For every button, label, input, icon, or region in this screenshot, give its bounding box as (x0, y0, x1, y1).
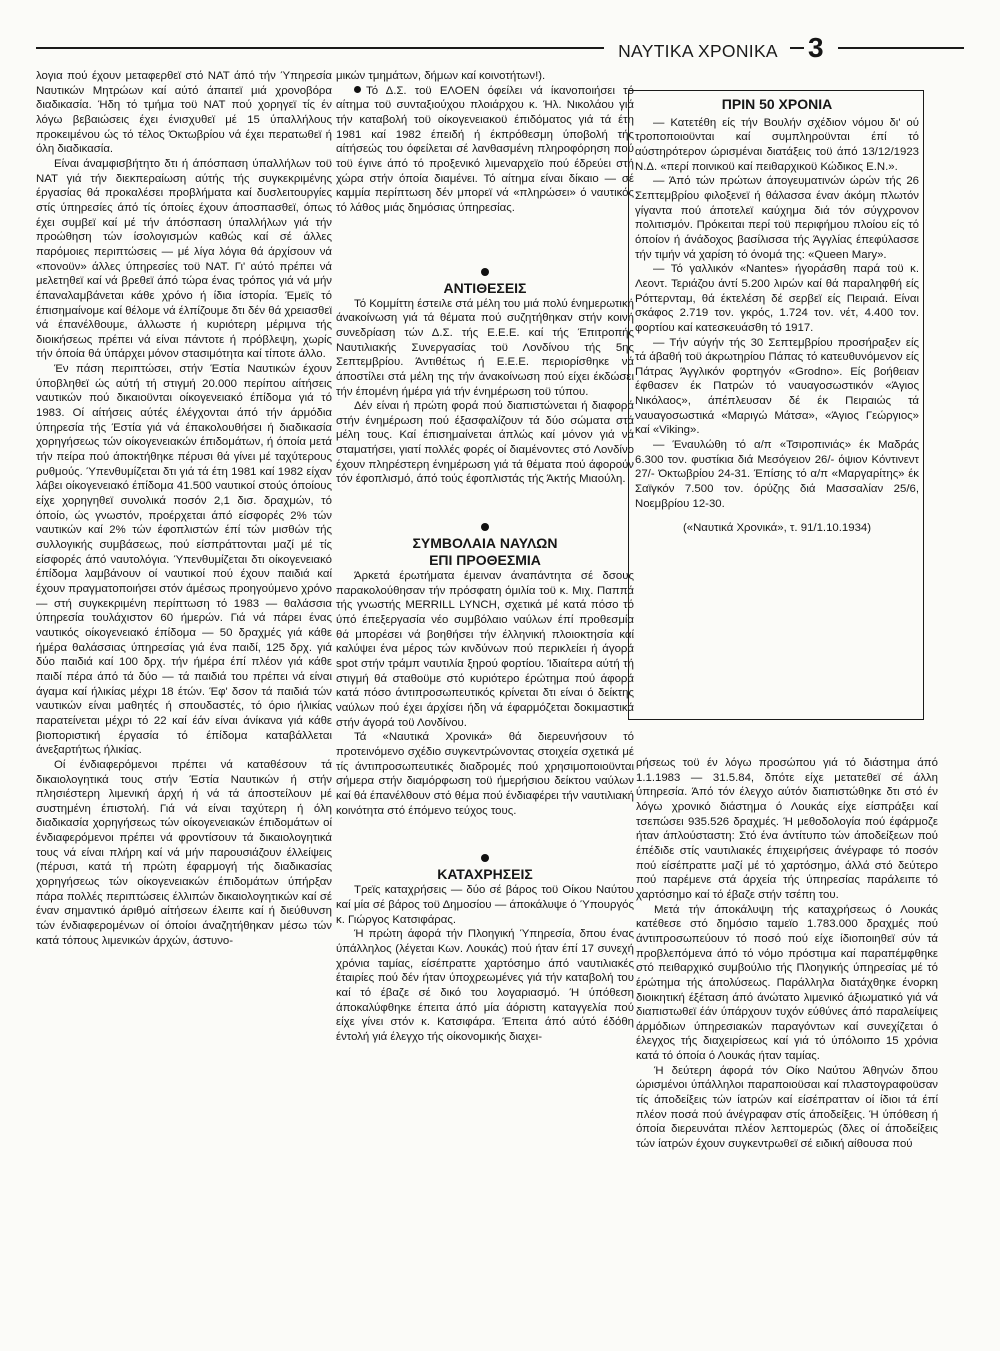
katachriseis-paragraph-2: Ή πρώτη άφορά τήν Πλοηγική Ύπηρεσία, δπου ένας ύπάλληλος (λέγεται Κων. Λουκάς) πού ήταν έπί 17 συνεχή χρόνια ταμίας, είσέπραττε χαρτόσημο άπό ναυτιλιακές έταιρίες πού δέν ήταν ύποχρεωμένες γιά τήν καταβολή του καί τό έβαζε σέ δικό του λογαριασμό. Ή ύπόθεση άποκαλύφθηκε έπειτα άπό μία άόριστη καταγγελία πού είχε γίνει στόν κ. Κατσιφάρα. Έπειτα άπό αύτό έδόθη έντολή γιά έλεγχο τής οίκονομικής διαχει- (336, 928, 634, 1043)
section-bullet-icon (481, 268, 489, 276)
section-title-symvolaia-line-2: ΕΠΙ ΠΡΟΘΕΣΜΙΑ (429, 552, 541, 569)
box-item-3: — Τό γαλλικόν «Nantes» ήγοράσθη παρά τοϋ κ. Λεοντ. Τεριάζου άντί 5.200 λιρών καί θά παραληφθή είς Ρόττερνταμ, θά έκτελέση δέ σερβεϊ είς Πειραιά. Είναι σκάφος 2.719 τον. γκρός, 1.724 τον. νέτ, 4.400 τον. φορτίου καί κατεσκευάσθη τό 1917. (635, 263, 919, 334)
col2-paragraph-1: μικών τμημάτων, δήμων καί κοινοτήτων!). (336, 70, 546, 82)
box-item-5: — Έναυλώθη τό α/π «Τσιροπινιάς» έκ Μαδράς 6.300 τον. φυστίκια διά Μεσόγειον 26/- όψιον Κόντινεντ 27/- Όκτωβρίου 24-31. Έπίσης τό α/π «Μαργαρίτης» έκ Σαϊγκόν 7.500 τον. όρύζης διά Μασσαλίαν 25/6, Νοεμβρίου 12-30. (635, 439, 919, 510)
col1-paragraph-1: λογια πού έχουν μεταφερθεϊ στό ΝΑΤ άπό τήν Ύπηρεσία Ναυτικών Μητρώων καί αύτό άπαιτεϊ μιά χρονοβόρα διαδικασία. Ήδη τό τμήμα τοϋ ΝΑΤ πού χορηγεϊ τίς έν λόγω βεβαιώσεις έχει ένισχυθεϊ μέ 15 ύπαλλήλους προκειμένου ώς τό τέλος Όκτωβρίου νά έχει περατωθεϊ ή όλη διαδικασία. (36, 70, 332, 156)
col3-paragraph-2: Μετά τήν άποκάλυψη τής καταχρήσεως ό Λουκάς κατέθεσε στό δημόσιο ταμεϊο 1.783.000 δραχμές πού άντιπροσωπεύουν τό ποσό πού είχε ίδιοποιηθεϊ σύν τά προβλεπόμενα άπό τό νόμο πρόστιμα καί παραπέμφθηκε στό πειθαρχικό συμβούλιο τής Πλοηγικής ύπηρεσίας μέ τό έρώτημα τής άπολύσεως. Παράλληλα διατάχθηκε ένορκη διοικητική έξέταση άπό άνώτατο λιμενικό άξιωματικό γιά νά διαπιστωθεϊ έάν ύπάρχουν τυχόν εύθύνες άπό παραλείψεις άρμόδιων ύπηρεσιακών παραγόντων καί συνεχίζεται ό έλεγχος τής διαχειρίσεως καί γιά τό ύπόλοιπο 15 χρόνια κατά τό όποία ό Λουκάς ήταν ταμίας. (636, 903, 938, 1063)
col1-paragraph-2: Είναι άναμφισβήτητο δτι ή άπόσπαση ύπαλλήλων τοϋ ΝΑΤ γιά τήν διεκπεραίωση αύτής τής συγκεκριμένης έργασίας θά προκαλέσει προβλήματα καί δυσλειτουργίες στίς ύπηρεσίες άπό τίς όποίες έχουν άποσπασθεϊ, όπως έχει συμβεϊ καί μέ τήν άπόσπαση ύπαλλήλων γιά τήν προώθηση τών ίσολογισμών καθώς καί σέ άλλες παρόμοιες περιπτώσεις — μέ λίγα λόγια θά άρχίσουν νά «πονοϋν» άλλες ύπηρεσίες τοϋ ΝΑΤ. Γι' αύτό πρέπει νά μελετηθεϊ καί νά βρεθεϊ άπό τώρα ένας τρόπος γιά νά μήν έπαναλαμβάνεται κάθε χρόνο ή ίδια ίστορία. Έμεϊς τό έπισημαίνομε καί θέλομε νά έλπίζουμε δτι δέν θά χρειασθεϊ νά έπανέλθουμε, άλλωστε ή κυριότερη μέριμνα τής διοικήσεως πρέπει νά είναι πάντοτε ή πρόβλεψη, χωρίς τήν όποία θά ύπάρχει μόνον στασιμότητα καί τίποτε άλλο. (36, 157, 332, 361)
col2-paragraph-2 (336, 84, 634, 216)
header-rule-left (36, 47, 604, 49)
section-title-symvolaia-line-1: ΣΥΜΒΟΛΑΙΑ ΝΑΥΛΩΝ (412, 535, 558, 552)
box-source: («Ναυτικά Χρονικά», τ. 91/1.10.1934) (682, 522, 872, 535)
symvolaia-paragraph-1: Άρκετά έρωτήματα έμειναν άναπάντητα σέ δσους παρακολούθησαν τήν πρόσφατη όμιλία τοϋ κ. Μιχ. Παππά τής γνωστής MERRILL LYNCH, σχετικά μέ κατά πόσο τό ύπό έπεξεργασία νέο συμβόλαιο ναύλων έπί προθεσμία θά μπορέσει νά βοηθήσει τήν έλληνική πλοιοκτησία καί καλύψει ένα μέρος τών κινδύνων πού περικλείει ή άγορά spot στήν τράμπ ναυτιλία ξηρού φορτίου. Ίδιαίτερα αύτή τή στιγμή θά σταθοϋμε στό κυριότερο έρώτημα πού άφορά κατά πόσο άντιπροσωπευτικός κρίνεται δτι είναι ό δείκτης ναύλων πού έχει άρχίσει ήδη νά έφαρμόζεται δοκιμαστικά στήν άγορά τοϋ Λονδίνου. (336, 570, 634, 729)
col3-paragraph-1: ρήσεως τοϋ έν λόγω προσώπου γιά τό διάστημα άπό 1.1.1983 — 31.5.84, δπότε είχε μετατεθεϊ σέ άλλη ύπηρεσία. Άπό τόν έλεγχο αύτόν διαπιστώθηκε δτι στό έν λόγω χρονικό διάστημα ό Λουκάς είχε είσπράξει καί τσεπώσει 935.526 δραχμές. Ή μεθοδολογία πού έφάρμοζε ήταν άπλούσταστη: Στό ένα άντίτυπο τών άποδείξεων πού έπέδιδε στίς ναυτιλιακές έπιχειρήσεις άνέγραφε τό ποσόν πού είσέπραττε μαζί μέ τό χαρτόσημο, άλλά στό δεύτερο πού παρέμενε στά άρχεία τής ύπηρεσίας παράλειπε τό χαρτόσημο καί τό έβαζε στήν τσέπη του. (636, 757, 938, 901)
column-2 (336, 69, 634, 1341)
column-3 (636, 756, 938, 1342)
box-title: ΠΡΙΝ 50 ΧΡΟΝΙΑ (721, 96, 833, 112)
box-item-2: — Άπό τών πρώτων άπογευματινών ώρών τής 26 Σεπτεμβρίου φιλοξενεϊ ή θάλασσα έναν άκόμη πλωτόν γίγαντα πού άποτελεϊ καύχημα διά τόν σύγχρονον πολιτισμόν. Πρόκειται περί τοϋ περιφήμου πλοίου είς τό όποίον ή άνάδοχος βασίλισσα τής Άγγλίας έπεφύλασσε τήν τιμήν νά χαρίση τό όνομά της: «Queen Mary». (635, 175, 919, 261)
section-bullet-icon (481, 854, 489, 862)
header-rule-mid (790, 47, 804, 49)
section-spacer (336, 487, 634, 523)
header-rule-right (838, 47, 964, 49)
katachriseis-paragraph-1: Τρεϊς καταχρήσεις — δύο σέ βάρος τοϋ Οίκου Ναύτου καί μία σέ βάρος τοϋ Δημοσίου — άποκάλυψε ό Ύπουργός κ. Γιώργος Κατσιφάρας. (336, 884, 634, 926)
section-title-katachriseis: ΚΑΤΑΧΡΗΣΕΙΣ (437, 866, 533, 883)
section-title-antitheseis: ΑΝΤΙΘΕΣΕΙΣ (443, 279, 527, 296)
box-item-4: — Τήν αύγήν τής 30 Σεπτεμβρίου προσήραξεν είς τά άβαθή τοϋ άκρωτηρίου Πάπας τό κατευθυνόμενον είς Πάτρας Άγγλικόν φορτηγόν «Grodno». Είς βοήθειαν έφθασεν έκ Πατρών τό ναυαγοσωστικόν «Άγιος Νικόλαος», άπέπλευσαν δέ έκ Πειραιώς τά ναυαγοσωστικά «Μαριγώ Μάτσα», «Άγιος Γεώργιος» καί «Viking». (635, 336, 919, 437)
section-spacer (336, 216, 634, 268)
section-bullet-icon (481, 523, 489, 531)
column-1 (36, 69, 332, 1341)
antitheseis-paragraph-1: Τό Κομμίττη έστειλε στά μέλη του μιά πολύ ένημερωτική άνακοίνωση γιά τά θέματα πού συζητήθηκαν στήν κοινή συνεδρίαση τών Δ.Σ. τής Ε.Ε.Ε. καί τής Έπιτροπής Ναυτιλιακής Συνεργασίας τοϋ Λονδίνου τής 5ης Σεπτεμβρίου. Άντιθέτως ή Ε.Ε.Ε. περιορίσθηκε νά άποστίλει στά μέλη της τήν άνακοίνωση πού είχει έκδώσει τήν έπομένη ήμέρα γιά τήν ένημέρωση τοϋ τύπου. (336, 297, 634, 398)
section-spacer (336, 818, 634, 854)
symvolaia-paragraph-2: Τά «Ναυτικά Χρονικά» θά διερευνήσουν τό προτεινόμενο σχέδιο συγκεντρώνοντας στοιχεία σχετικά μέ τίς άντιπροσωπευτικές διαδρομές πού χρησιμοποιοϋνται σήμερα στήν διαμόρφωση τοϋ ήμερήσιου δείκτου ναύλων καί θά έπανέλθουν στό θέμα πού ένδιαφέρει τήν ναυτιλιακή κοινότητα στό έπόμενο τεύχος τους. (336, 731, 634, 817)
antitheseis-paragraph-2: Δέν είναι ή πρώτη φορά πού διαπιστώνεται ή διαφορά στήν ένημέρωση πού έξασφαλίζουν τά δύο σώματα στά μέλη τους. Καί έπισημαίνεται άπλώς καί μόνον γιά νά σταματήσει, γιατί πολλές φορές οί διαμένοντες στό Λονδίνο έχουν πληρέστερη ένημέρωση γιά τά θέματα πού άφορούν τόν έφοπλισμό, άπό τούς έφοπλιστάς τής Άκτής Μιαούλη. (336, 400, 634, 486)
box-item-1: — Κατετέθη είς τήν Βουλήν σχέδιον νόμου δι' ού τροποποιοϋνται καί συμπληροϋνται έπί τό αύστηρότερον ώρισμέναι διατάξεις τοϋ άπό 13/12/1923 Ν.Δ. «περί ποινικοϋ καί πειθαρχικοϋ Κώδικος Ε.Ν.». (635, 116, 919, 173)
col3-paragraph-3: Ή δεύτερη άφορά τόν Οίκο Ναύτου Άθηνών δπου ώρισμένοι ύπάλληλοι παραποιοϋσαι καί πλαστογραφοϋσαν τίς άποδείξεις τών ίατρών καί είσέπρατταν οί ίδιοι τά έπί πλέον ποσά πού άνέγραφαν στίς άποδείξεις. Ή ύπόθεση ή όποία διερευνάται πλέον λεπτομερώς (δλες οί άποδείξεις τών ίατρών έχουν συγκεντρωθεϊ σέ ειδική αίθουσα πού (636, 1064, 938, 1151)
fifty-years-ago-box (628, 90, 924, 720)
page-number: 3 (808, 32, 824, 63)
col1-paragraph-4: Οί ένδιαφερόμενοι πρέπει νά καταθέσουν τά δικαιολογητικά τους στήν Έστία Ναυτικών ή στήν πλησιέστερη λιμενική άρχή ή νά τά άποστείλουν μέ συστημένη έπιστολή. Γιά νά είναι ταχύτερη ή όλη διαδικασία χορηγήσεως τών οίκογενειακών έπιδομάτων οί ένδιαφερόμενοι πρέπει νά φροντίσουν τά δικαιολογητικά τους νά είναι πλήρη καί νά μήν παρουσιάζουν έλλείψεις (πέρυσι, κατά τή πρώτη έφαρμογή τής διαδικασίας χορηγήσεως τών οίκογενειακών έπιδομάτων ύπήρξαν πάρα πολλές περιπτώσεις έλλιπών δικαιολογητικών καί σέ έναν σημαντικό άριθμό αίτήσεων έλειπε καί ή διεύθυνση τών ένδιαφερομένων οί όποίοι άναζητήθηκαν μέσω τών κατά τόπους λιμενικών άρχών, άστυνο- (36, 758, 332, 947)
page-header-title: ΝΑΥΤΙΚΑ ΧΡΟΝΙΚΑ (618, 41, 778, 61)
bullet-icon (354, 86, 361, 93)
col2-paragraph-2-text: Τό Δ.Σ. τοϋ ΕΛΟΕΝ όφείλει νά ίκανοποιήσει τό αίτημα τοϋ συνταξιούχου πλοιάρχου κ. Ήλ. Νικολάου γιά τήν καταβολή τοϋ οίκογενειακοϋ έπιδόματος γιά τά έτη 1981 καί 1982 έπειδή ή έκπρόθεσμη ύποβολή τής αίτήσεώς του όφείλεται σέ λανθασμένη πληροφόρηση πού τοϋ έγινε άπό τό προξενικό λιμεναρχεϊο πού έδρεύει στή χώρα στήν όποία διαμένει. Τό αίτημα είναι δίκαιο — σέ καμμία περίπτωση δέν μπορεϊ νά «πληρώσει» ό ναυτικός τό λάθος μιάς δημόσιας ύπηρεσίας. (336, 84, 634, 214)
col1-paragraph-3: Έν πάση περιπτώσει, στήν Έστία Ναυτικών έχουν ύποβληθεϊ ώς αύτή τή στιγμή 20.000 περίπου αίτήσεις ναυτικών πού δικαιοϋνται οίκογενειακό έπίδομα γιά τό 1983. Οί αίτήσεις αύτές έλέγχονται άπό τήν άρμόδια ύπηρεσία τής Έστία γιά νά έπακολουθήσει ή διαδικασία χορηγήσεως τών οίκογενειακών έπιδομάτων, ή όποία μετά τήν πείρα πού άποκτήθηκε πέρυσι θά γίνει μέ ταχύτερους ρυθμούς. Ύπενθυμίζεται δτι γιά τά έτη 1981 καί 1982 είχαν λάβει οίκογενειακό έπίδομα 41.500 ναυτικοί στούς όποίους είχε χορηγηθεϊ συνολικά ποσόν 2,1 δισ. δραχμών, τό όποίο, ώς γνωστόν, προέρχεται άπό είσφορές 2% τών ναυτικών καί 2% τών έφοπλιστών έπί τών μισθών τής συλλογικής συμβάσεως, πού είσπράττονται μαζί μέ τίς είσφορές άπό ναυτολόγια. Ύπενθυμίζεται δτι οίκογενειακό έπίδομα λαμβάνουν οί ναυτικοί πού έχουν παιδιά καί έχουν πραγματοποιήσει στόν άμέσως προηγούμενο χρόνο — στή συγκεκριμένη περίπτωση τό 1983 — θαλάσσια ύπηρεσία τουλάχιστον 60 ήμερών. Γιά νά πάρει ένας ναυτικός οίκογενειακό έπίδομα — 50 δραχμές γιά κάθε ήμέρα θαλάσσιας ύπηρεσίας γιά ένα παιδί, 125 δρχ. γιά δύο παιδιά καί 100 δρχ. τήν ήμέρα έπί πλέον γιά κάθε παιδί πέρα άπό τά δύο — τά παιδιά του πρέπει νά είναι άγαμα καί ήλικίας μέχρι 18 έτών. Έφ' δσον τά παιδιά τών ναυτικών είναι μαθητές ή σπουδαστές, τό όριο ήλικίας παρατείνεται μέχρι τό 22 καί έάν είναι άνίκανα γιά κάθε βιοποριστική έργασία τό έπίδομα καταβάλλεται άνεξαρτήτως ήλικίας. (36, 363, 332, 757)
